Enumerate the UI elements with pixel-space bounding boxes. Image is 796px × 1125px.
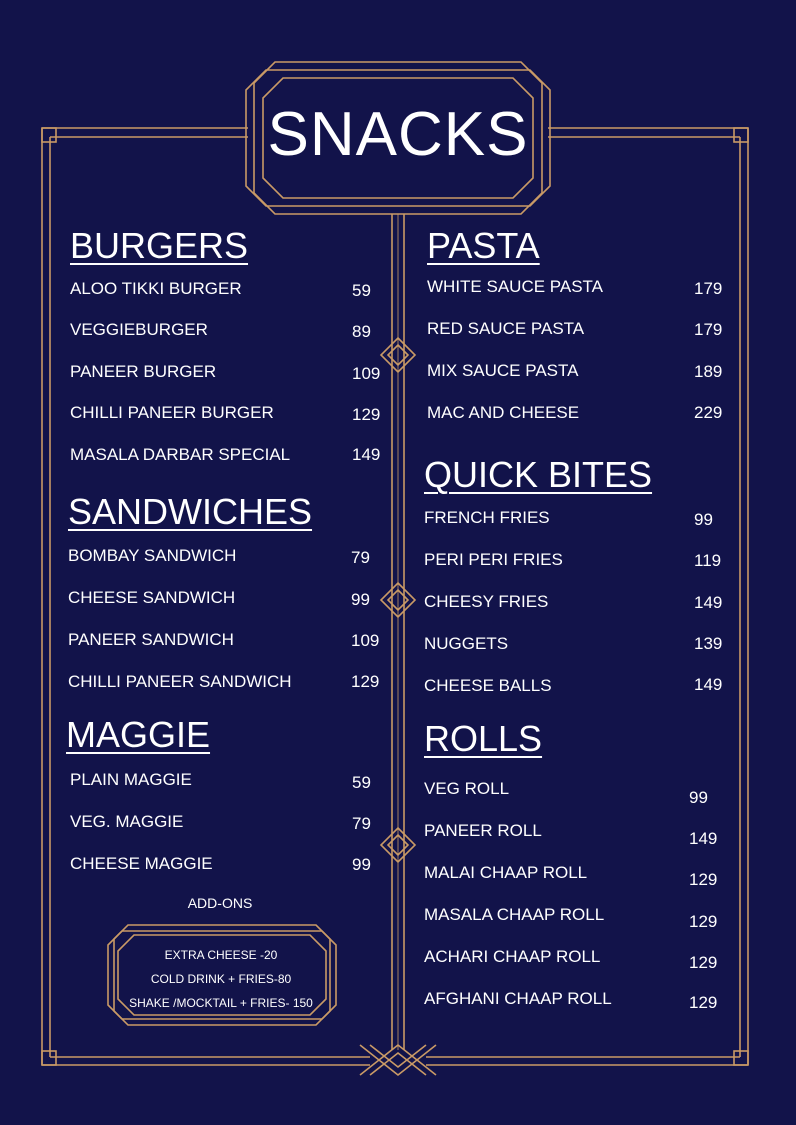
menu-item-name: PANEER BURGER bbox=[70, 362, 217, 381]
burgers-title: BURGERS bbox=[70, 225, 249, 266]
menu-item-name: ACHARI CHAAP ROLL bbox=[424, 947, 601, 966]
menu-item-price: 129 bbox=[689, 953, 718, 972]
menu-item-price: 129 bbox=[689, 993, 718, 1012]
menu-item-name: BOMBAY SANDWICH bbox=[68, 546, 237, 565]
menu-item-price: 59 bbox=[352, 281, 371, 300]
menu-item-price: 189 bbox=[694, 362, 723, 381]
menu-item-name: MIX SAUCE PASTA bbox=[427, 361, 579, 380]
menu-item-name: PLAIN MAGGIE bbox=[70, 770, 192, 789]
menu-item-name: WHITE SAUCE PASTA bbox=[427, 277, 604, 296]
menu-item-price: 149 bbox=[694, 593, 723, 612]
menu-item-price: 129 bbox=[689, 870, 718, 889]
menu-item-price: 89 bbox=[352, 322, 371, 341]
menu-item-price: 149 bbox=[689, 829, 718, 848]
addons-title: ADD-ONS bbox=[187, 895, 253, 911]
menu-item-price: 109 bbox=[351, 631, 380, 650]
menu-item-name: CHILLI PANEER SANDWICH bbox=[68, 672, 292, 691]
menu-item-name: PANEER ROLL bbox=[424, 821, 542, 840]
menu-item-price: 59 bbox=[352, 773, 371, 792]
menu-item-name: CHEESE SANDWICH bbox=[68, 588, 236, 607]
menu-item-price: 79 bbox=[352, 814, 371, 833]
menu-item-name: CHEESY FRIES bbox=[424, 592, 549, 611]
sandwiches-title: SANDWICHES bbox=[68, 491, 313, 532]
addon-item: SHAKE /MOCKTAIL + FRIES- 150 bbox=[129, 996, 313, 1010]
menu-item-name: CHEESE BALLS bbox=[424, 676, 552, 695]
menu-item-name: MALAI CHAAP ROLL bbox=[424, 863, 588, 882]
rolls-title: ROLLS bbox=[424, 718, 543, 759]
menu-item-price: 179 bbox=[694, 320, 723, 339]
menu-item-price: 179 bbox=[694, 279, 723, 298]
menu-item-name: VEG ROLL bbox=[424, 779, 510, 798]
pasta-title: PASTA bbox=[427, 225, 540, 266]
quick-bites-title: QUICK BITES bbox=[424, 454, 653, 495]
menu-item-name: VEG. MAGGIE bbox=[70, 812, 184, 831]
menu-item-price: 109 bbox=[352, 364, 381, 383]
menu-item-name: MAC AND CHEESE bbox=[427, 403, 580, 422]
menu-item-name: PANEER SANDWICH bbox=[68, 630, 234, 649]
menu-item-name: FRENCH FRIES bbox=[424, 508, 550, 527]
menu-item-price: 139 bbox=[694, 634, 723, 653]
menu-item-name: NUGGETS bbox=[424, 634, 509, 653]
addon-item: EXTRA CHEESE -20 bbox=[164, 948, 278, 962]
menu-item-price: 79 bbox=[351, 548, 370, 567]
menu-item-price: 99 bbox=[351, 590, 370, 609]
menu-item-name: CHILLI PANEER BURGER bbox=[70, 403, 274, 422]
menu-item-price: 229 bbox=[694, 403, 723, 422]
menu-item-name: PERI PERI FRIES bbox=[424, 550, 563, 569]
menu-item-name: AFGHANI CHAAP ROLL bbox=[424, 989, 612, 1008]
menu-item-name: ALOO TIKKI BURGER bbox=[70, 279, 242, 298]
addon-item: COLD DRINK + FRIES-80 bbox=[150, 972, 292, 986]
maggie-title: MAGGIE bbox=[66, 714, 211, 755]
menu-item-price: 149 bbox=[352, 445, 381, 464]
menu-item-price: 99 bbox=[352, 855, 371, 874]
menu-item-name: VEGGIEBURGER bbox=[70, 320, 208, 339]
menu-item-price: 129 bbox=[689, 912, 718, 931]
menu-item-price: 129 bbox=[352, 405, 381, 424]
menu-item-name: MASALA DARBAR SPECIAL bbox=[70, 445, 291, 464]
menu-item-name: RED SAUCE PASTA bbox=[427, 319, 585, 338]
menu-item-price: 99 bbox=[694, 510, 713, 529]
menu-item-price: 99 bbox=[689, 788, 708, 807]
menu-item-price: 129 bbox=[351, 672, 380, 691]
menu-item-name: CHEESE MAGGIE bbox=[70, 854, 213, 873]
page-title: SNACKS bbox=[267, 100, 529, 169]
menu-item-price: 149 bbox=[694, 675, 723, 694]
menu-item-name: MASALA CHAAP ROLL bbox=[424, 905, 605, 924]
menu-item-price: 119 bbox=[694, 551, 722, 570]
